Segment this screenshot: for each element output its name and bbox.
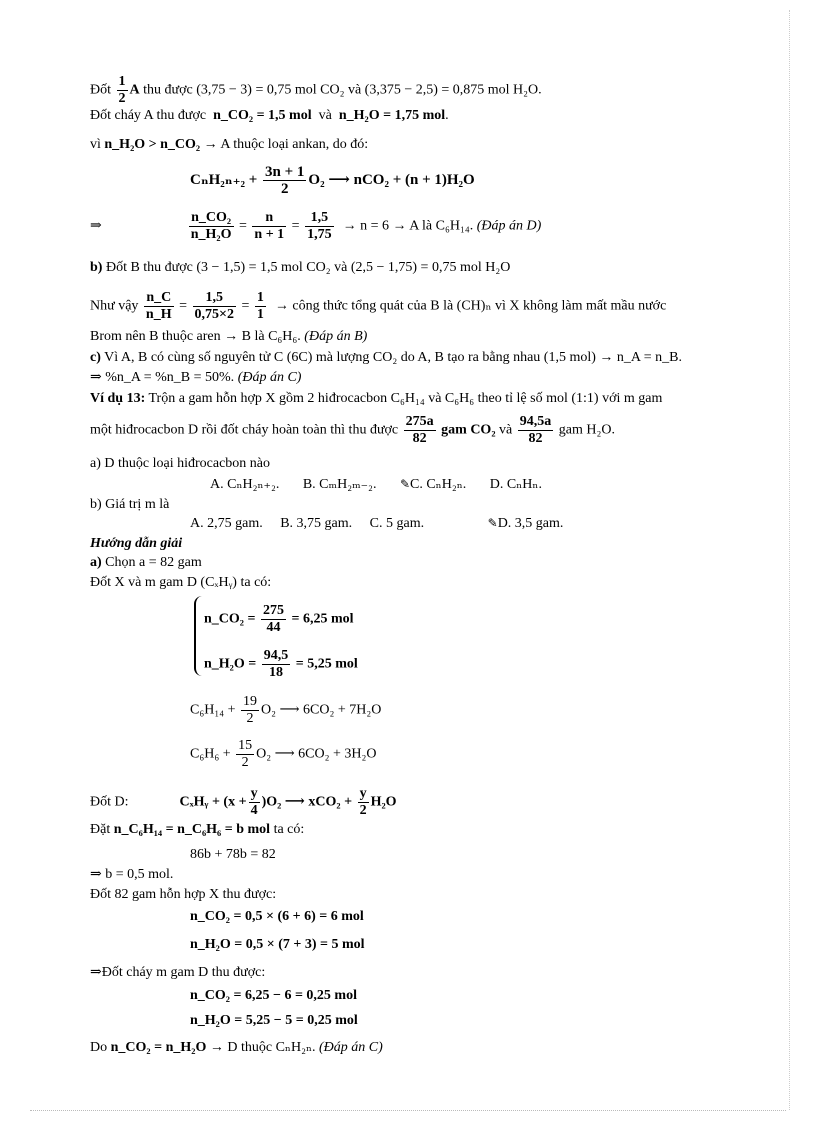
choice: B. 3,75 gam. [280,516,353,531]
line-2 [90,108,449,124]
num: n_C [144,290,174,307]
formula: n_CO₂ = 1,5 mol [213,108,312,123]
num: 275 [262,603,284,618]
text: O₂ ⟶ 6CO₂ + 7H₂O [261,702,382,718]
fraction [262,648,291,681]
line-33: n_H₂O = 5,25 − 5 = 0,25 mol [190,1013,358,1028]
den: n + 1 [254,227,285,242]
fraction [358,786,369,819]
text: CₓHᵧ + (x + [179,794,247,810]
answer: (Đáp án D) [476,218,542,234]
lhs: CₙH₂ₙ₊₂ + [190,171,258,188]
num: 3n + 1 [265,164,305,180]
line-10 [90,370,301,386]
den: 2 [241,755,249,770]
fraction [305,210,334,243]
num: 15 [238,738,253,753]
den: 2 [246,711,254,726]
fraction [241,694,259,727]
text: ta có: [273,822,305,837]
text: một hiđrocacbon D rồi đốt cháy hoàn toàn thì thu được [90,422,399,438]
fraction [144,290,174,323]
text: Chọn a = 82 gam [105,555,202,570]
text: = [241,298,250,314]
num: n [252,210,286,227]
choices-b [190,515,563,532]
answer: (Đáp án C) [319,1040,383,1055]
choice: D. 3,5 gam. [497,516,564,531]
den: n_H₂O [190,227,232,242]
line-1 [90,74,542,107]
text: )O₂ ⟶ xCO₂ + [261,794,353,810]
text: . [445,108,449,123]
text: Vì A, B có cùng số nguyên tử C (6C) mà lượng CO₂ do A, B tạo ra bằng nhau (1,5 mol) → n_A = n_B. [104,350,682,365]
fraction [255,290,266,323]
text: ⇒ %n_A = %n_B = 50%. [90,370,235,385]
pen-icon: ✎ [399,477,410,491]
text: thu được (3,75 − 3) = 0,75 mol CO₂ và (3,375 − 2,5) = 0,875 mol H₂O. [143,82,542,98]
text: a) D thuộc loại hiđrocacbon nào [90,456,270,471]
label: Ví dụ 13: [90,391,146,406]
label: a) [90,555,102,570]
choices-a [210,476,542,493]
line-19: Đốt X và m gam D (CₓHᵧ) ta có: [90,575,272,590]
reaction-hexane [190,694,381,727]
text: O₂ [308,171,325,188]
fraction [518,414,554,447]
example-13 [90,391,662,407]
text: = 6,25 mol [291,611,354,627]
text: Đốt [90,82,111,98]
line-25 [90,822,304,838]
line-18 [90,555,202,571]
text: → công thức tổng quát của B là (CH)ₙ vì X không làm mất mầu nước [274,298,667,314]
fraction [236,738,254,771]
text: O₂ ⟶ 6CO₂ + 3H₂O [256,746,377,762]
fraction [404,414,436,447]
den: 0,75×2 [194,307,234,322]
line-32: n_CO₂ = 6,25 − 6 = 0,25 mol [190,988,357,1003]
text: A thuộc loại ankan, do đó: [220,137,369,152]
text: n_H₂O = [204,656,257,672]
line-29: n_CO₂ = 0,5 × (6 + 6) = 6 mol [190,909,364,924]
implies: ⇒ [90,218,102,234]
den: n_H [145,307,172,322]
choice: D. CₙHₙ. [489,477,542,492]
line-26: 86b + 78b = 82 [190,847,276,862]
den: 18 [269,665,283,680]
text: Brom nên B thuộc aren → B là C₆H₆. [90,329,301,344]
fraction [263,164,306,197]
line-8 [90,329,367,345]
arrow: ⟶ [328,171,350,188]
system-line-1 [204,603,354,636]
text: Đốt B thu được (3 − 1,5) = 1,5 mol CO₂ và (2,5 − 1,75) = 0,75 mol H₂O [105,260,511,275]
line-27: ⇒ b = 0,5 mol. [90,867,174,882]
text: C₆H₆ + [190,746,231,762]
den: 1 [256,307,264,322]
text: Trộn a gam hỗn hợp X gồm 2 hiđrocacbon C₆H₁₄ và C₆H₆ theo tỉ lệ số mol (1:1) với m gam [148,391,663,406]
text: Đốt cháy A thu được [90,108,207,123]
den: 44 [266,620,281,635]
fraction [189,210,234,243]
line-3 [90,137,368,153]
rhs: nCO₂ + (n + 1)H₂O [353,171,475,188]
system-line-2 [204,648,358,681]
num: y [250,786,258,801]
page-border-right [789,10,790,1110]
num: 94,5 [263,648,289,663]
num: 94,5a [519,414,552,429]
text: b) Giá trị m là [90,497,170,512]
label: b) [90,260,103,275]
text: = [291,218,300,234]
equation-alkane-combustion [190,164,475,197]
text: gam H₂O. [558,422,615,438]
pen-icon: ✎ [487,516,498,530]
text: Do [90,1040,108,1055]
text: = 5,25 mol [295,656,358,672]
line-ratio-B [90,290,666,323]
fraction [252,210,286,243]
den: 4 [250,803,258,818]
text: → n = 6 → A là C₆H₁₄. [342,218,474,234]
den: 2 [280,181,289,197]
num: 1,5 [193,290,236,307]
line-c [90,350,682,366]
num: 1 [118,74,126,89]
den: 2 [118,91,126,106]
num: n_CO₂ [189,210,234,227]
formula: n_CO₂ = n_H₂O [110,1040,207,1055]
question-b [90,497,169,513]
fraction [249,786,260,819]
label: c) [90,350,101,365]
line-ratio-A [90,210,541,243]
formula: n_H₂O > n_CO₂ [104,137,201,152]
den: 82 [412,431,427,446]
formula: n_H₂O = 1,75 mol [338,108,446,123]
text: = [239,218,247,234]
num: y [359,786,367,801]
fraction [261,603,286,636]
brace [194,596,204,676]
line-30: n_H₂O = 0,5 × (7 + 3) = 5 mol [190,937,365,952]
choice: C. CₙH₂ₙ. [410,477,467,492]
den: 2 [359,803,367,818]
num: 19 [243,694,257,709]
fraction [193,290,236,323]
text: = [179,298,188,314]
line-28: Đốt 82 gam hỗn hợp X thu được: [90,887,277,902]
reaction-D [90,786,397,819]
line-34 [90,1040,383,1056]
label: Đốt D: [90,794,129,810]
text: C₆H₁₄ + [190,702,236,718]
text: n_CO₂ = [204,611,256,627]
choice: B. CₘH₂ₘ₋₂. [302,477,377,492]
page-border-bottom [30,1110,786,1111]
text: vì [90,137,101,152]
text: gam CO₂ [441,422,496,438]
num: 1,5 [305,210,334,227]
choice: C. 5 gam. [369,516,425,531]
fraction-half [117,74,128,107]
choice: A. CₙH₂ₙ₊₂. [210,477,280,492]
text: A [129,82,140,98]
line-31: ⇒Đốt cháy m gam D thu được: [90,965,266,980]
text: → D thuộc CₙH₂ₙ. [209,1040,316,1055]
formula: n_C₆H₁₄ = n_C₆H₆ = b mol [113,822,271,837]
choice: A. 2,75 gam. [190,516,263,531]
den: 82 [528,431,543,446]
text: và [499,422,513,438]
num: 275a [405,414,434,429]
answer: (Đáp án C) [237,370,302,385]
line-12 [90,414,615,447]
question-a [90,456,270,472]
answer: (Đáp án B) [304,329,368,344]
arrow: → [203,137,218,152]
text: và [318,108,332,123]
den: 1,75 [307,227,332,242]
text: Như vậy [90,298,139,314]
reaction-benzene [190,738,377,771]
num: 1 [256,290,264,305]
guide-heading: Hướng dẫn giải [90,536,183,551]
text: H₂O [370,794,397,810]
text: Đặt [90,822,111,837]
line-b [90,260,510,276]
